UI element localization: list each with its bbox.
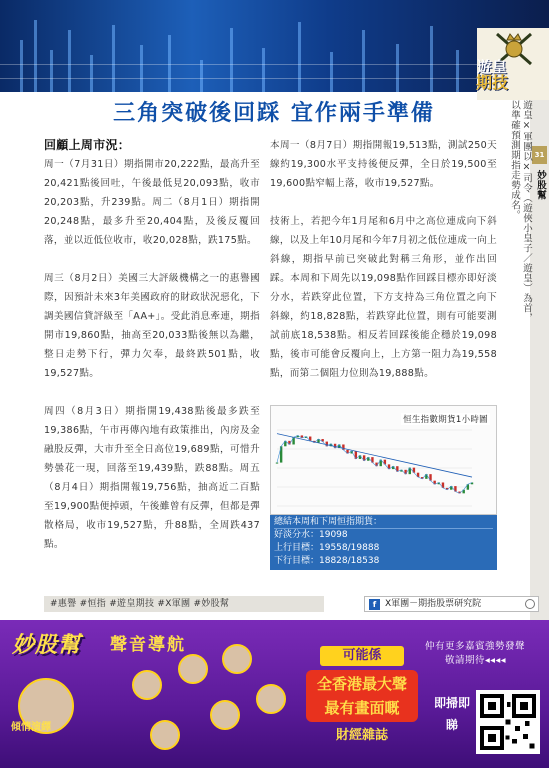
ad-more-guests: 仲有更多嘉賓強勢發聲 — [425, 641, 526, 652]
article-right-column — [270, 136, 497, 402]
guest-avatar — [150, 720, 180, 750]
ad-tag: 傾情演繹 — [11, 722, 51, 733]
sticker-mid-line2: 最有畫面嘅 — [324, 699, 400, 717]
chart-label: 恒生指數期貨1小時圖 — [403, 415, 488, 425]
sticker-bottom: 財經雜誌 — [335, 728, 388, 743]
ad-stay-tuned: 敬請期待◂◂◂◂ — [445, 655, 507, 666]
qr-code-icon — [480, 694, 536, 750]
review-heading: 回顧上周市況： — [44, 138, 131, 152]
column-label — [462, 60, 522, 90]
article-left-column — [44, 136, 260, 573]
hsi-futures-chart — [270, 405, 497, 515]
facebook-page-link[interactable] — [364, 596, 539, 612]
column-label-line2: 期技 — [475, 73, 508, 92]
chart-candle — [276, 463, 278, 464]
chart-trend-line — [277, 434, 472, 477]
summary-line: 下行目標：18828/18538 — [274, 556, 380, 566]
summary-line: 好淡分水：19098 — [274, 530, 348, 540]
sticker-top: 可能係 — [320, 646, 404, 666]
summary-line: 上行目標：19558/19888 — [274, 543, 380, 553]
side-heading: 妙股幫 — [535, 170, 546, 200]
facebook-label: X軍團－期指股票研究院 — [385, 599, 482, 609]
article-title: 三角突破後回踩 宜作兩手準備 — [113, 101, 435, 126]
advertisement-banner[interactable] — [0, 620, 549, 768]
ad-logo: 妙股幫 — [12, 633, 82, 658]
guest-avatar — [210, 700, 240, 730]
article-paragraph: 周一（7月31日）期指開市20,222點，最高升至20,421點後回吐，午後最低見20,093點，收市20,203點，升239點。周二（8月1日）期指開20,248點，最多升至20,404點，及後反覆回落，並以近低位收市，收20,028點，跌175點。 — [44, 159, 260, 246]
article-paragraph: 周三（8月2日）美國三大評級機構之一的惠譽國際，因預計未來3年美國政府的財政狀況惡化，下調美國信貸評級至「AA+」。受此消息牽連，期指開市19,860點，抽高至20,033點後無以為繼，整日走勢下行，彈力欠奉，最終跌501點，收19,527點。 — [44, 273, 260, 379]
ad-sticker — [306, 640, 418, 750]
page-number: 31 — [532, 146, 547, 164]
column-label-line1: 遊皇 — [476, 58, 507, 76]
hashtags: #惠譽 #恒指 #遊皇期技 #X軍團 #妙股幫 — [44, 596, 324, 612]
qr-code[interactable] — [476, 690, 540, 754]
search-icon — [525, 599, 535, 609]
guest-avatar — [256, 684, 286, 714]
article-paragraph: 本周一（8月7日）期指開報19,513點，測試250天線約19,300水平支持後便反彈，全日於19,500至19,600點窄幅上落，收市19,527點。 — [270, 140, 497, 189]
ad-nav-title: 聲音導航 — [110, 635, 186, 655]
guest-avatar — [132, 670, 162, 700]
article-paragraph: 周四（8月3日）期指開19,438點後最多跌至19,386點，午市再傳內地有政策推出，內房及金融股反彈，大市升至全日高位19,689點，可惜升勢曇花一現，回落至19,439點，跌88點。周五（8月4日）期指開報19,756點，抽高近二百點至19,900點便掉頭，午後雖曾有反彈，但都是彈散格局，收市19,527點，升88點，全周跌437點。 — [44, 406, 260, 550]
side-text-line2: 以準確預測期指走勢成名。 — [509, 100, 520, 220]
sticker-mid-line1: 全香港最大聲 — [316, 675, 407, 693]
tags-row — [44, 594, 494, 614]
article-paragraph: 技術上，若把今年1月尾和6月中之高位連成向下斜線，以及上年10月尾和今年7月初之低位連成一向上斜線，期指早前已突破此對稱三角形，並作出回踩。本周和下周先以19,098點作回踩目標亦即好淡分水，若跌穿此位置，下方支持為三角位置之向下斜線，約18,828點，若跌穿此位置，則有可能要測試前底18,538點。相反若回踩後能企穩於19,098點，後市可能會反覆向上，上方第一阻力為19,558點，而第二個阻力位則為19,888點。 — [270, 216, 497, 379]
guest-avatar — [222, 644, 252, 674]
guest-avatar — [178, 654, 208, 684]
scan-cta: 即掃即睇 — [434, 696, 471, 732]
summary-title: 總結本周和下周恒指期貨： — [274, 516, 493, 529]
side-text-line1: 遊皇×軍團以×司令（遊俠小皇子／遊皇）為首， — [521, 100, 532, 323]
facebook-icon: f — [369, 599, 380, 610]
sticker-middle — [306, 670, 418, 722]
chart-summary — [270, 515, 497, 570]
